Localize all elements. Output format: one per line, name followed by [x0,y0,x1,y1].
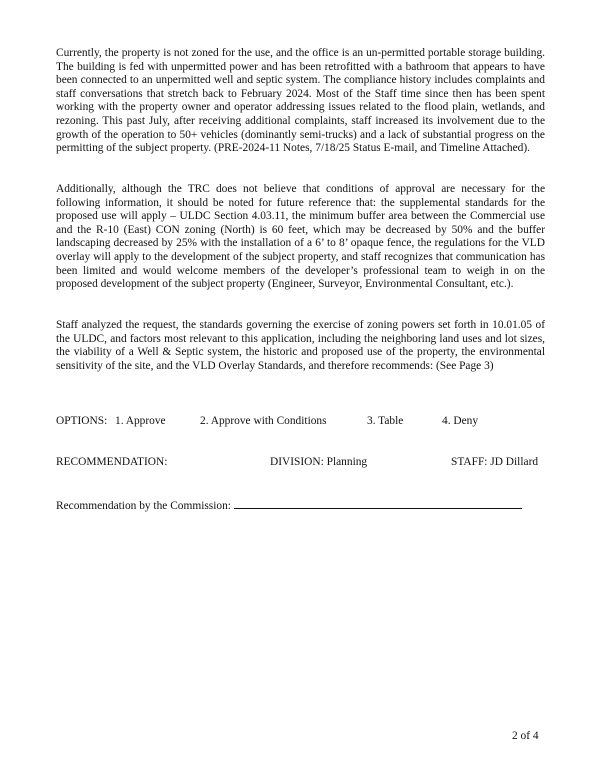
paragraph-future-reference: Additionally, although the TRC does not believe that conditions of approval are necessary for the following information, it should be noted for future reference that: the supplemental standards for the proposed use will apply – ULDC Section 4.03.11, the minimum buffer area between the Commercial use and the R-10 (East) CON zoning (North) is 60 feet, which may be decreased by 50% and the buffer landscaping decreased by 25% with the installation of a 6’ to 8’ opaque fence, the regulations for the VLD overlay will apply to the development of the subject property, and staff recognizes that communication has been limited and would welcome members of the developer’s professional team to weigh in on the proposed development of the subject property (Engineer, Surveyor, Environmental Consultant, etc.). [56,183,545,291]
page-number: 2 of 4 [512,730,539,742]
commission-signature-line [234,497,522,509]
staff-label: STAFF: JD Dillard [451,456,539,468]
option-approve: 1. Approve [115,415,166,427]
option-table: 3. Table [367,415,404,427]
division-label: DIVISION: Planning [270,456,368,468]
commission-recommendation-row [56,497,522,513]
option-approve-with-conditions: 2. Approve with Conditions [200,415,327,427]
paragraph-compliance-history: Currently, the property is not zoned for the use, and the office is an un-permitted portable storage building. The building is fed with unpermitted power and has been retrofitted with a bathroom that appears to have been connected to an unpermitted well and septic system. The compliance history includes complaints and staff conversations that stretch back to February 2024. Most of the Staff time since then has been spent working with the property owner and operator addressing issues related to the flood plain, wetlands, and rezoning. This past July, after receiving additional complaints, staff increased its involvement due to the growth of the operation to 50+ vehicles (dominantly semi-trucks) and a lack of substantial progress on the permitting of the subject property. (PRE-2024-11 Notes, 7/18/25 Status E-mail, and Timeline Attached). [56,47,545,155]
paragraph-staff-analysis: Staff analyzed the request, the standards governing the exercise of zoning powers set forth in 10.01.05 of the ULDC, and factors most relevant to this application, including the neighboring land uses and lot sizes, the viability of a Well & Septic system, the historic and proposed use of the property, the environmental sensitivity of the site, and the VLD Overlay Standards, and therefore recommends: (See Page 3) [56,319,545,372]
recommendation-label: RECOMMENDATION: [56,456,168,468]
option-deny: 4. Deny [442,415,479,427]
commission-label: Recommendation by the Commission: [56,500,231,512]
options-label: OPTIONS: [56,415,108,427]
